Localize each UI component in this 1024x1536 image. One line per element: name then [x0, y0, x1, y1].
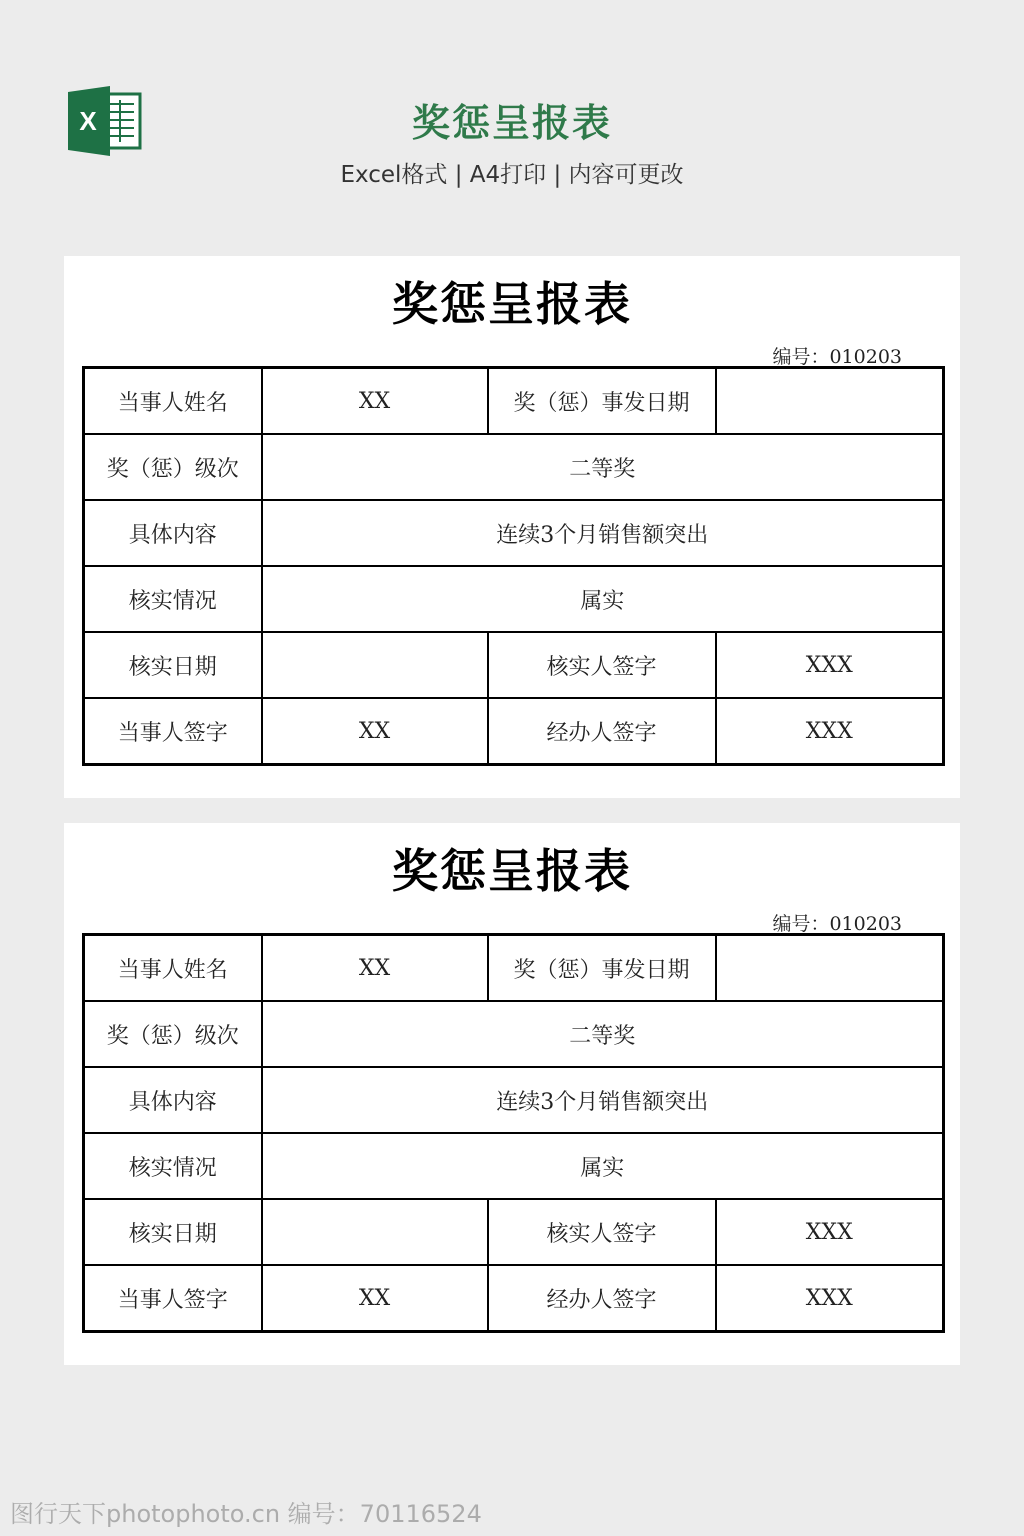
event-date-value — [716, 935, 944, 1002]
form-table — [82, 366, 945, 766]
form-sheet — [64, 823, 960, 1365]
verify-date-value — [262, 1199, 488, 1265]
excel-logo-letter: X — [79, 106, 97, 136]
table-row — [84, 1199, 944, 1265]
event-date-value — [716, 368, 944, 435]
form-title: 奖惩呈报表 — [392, 844, 632, 898]
content-label: 具体内容 — [84, 1067, 262, 1133]
party-sign-label: 当事人签字 — [84, 1265, 262, 1332]
level-value: 二等奖 — [262, 1001, 944, 1067]
banner-title: 奖惩呈报表 — [411, 101, 612, 145]
event-date-label: 奖（惩）事发日期 — [488, 368, 716, 435]
level-label: 奖（惩）级次 — [84, 1001, 262, 1067]
handler-sign-label: 经办人签字 — [488, 698, 716, 765]
verify-date-label: 核实日期 — [84, 1199, 262, 1265]
event-date-label: 奖（惩）事发日期 — [488, 935, 716, 1002]
table-row — [84, 698, 944, 765]
party-sign-value: XX — [262, 1265, 488, 1332]
level-value: 二等奖 — [262, 434, 944, 500]
verify-label: 核实情况 — [84, 1133, 262, 1199]
verify-value: 属实 — [262, 1133, 944, 1199]
table-row — [84, 500, 944, 566]
table-row — [84, 1001, 944, 1067]
table-row — [84, 434, 944, 500]
verifier-sign-label: 核实人签字 — [488, 632, 716, 698]
table-row — [84, 566, 944, 632]
table-row — [84, 1265, 944, 1332]
verify-date-value — [262, 632, 488, 698]
handler-sign-value: XXX — [716, 1265, 944, 1332]
name-value: XX — [262, 368, 488, 435]
table-row — [84, 1133, 944, 1199]
name-label: 当事人姓名 — [84, 368, 262, 435]
content-value: 连续3个月销售额突出 — [262, 500, 944, 566]
table-row — [84, 368, 944, 435]
form-number: 编号：010203 — [772, 346, 902, 368]
name-label: 当事人姓名 — [84, 935, 262, 1002]
form-table — [82, 933, 945, 1333]
table-row — [84, 935, 944, 1002]
form-number: 编号：010203 — [772, 913, 902, 935]
level-label: 奖（惩）级次 — [84, 434, 262, 500]
form-sheet — [64, 256, 960, 798]
watermark: 图行天下photophoto.cn 编号：70116524 — [10, 1500, 482, 1528]
verifier-sign-label: 核实人签字 — [488, 1199, 716, 1265]
content-value: 连续3个月销售额突出 — [262, 1067, 944, 1133]
content-label: 具体内容 — [84, 500, 262, 566]
party-sign-value: XX — [262, 698, 488, 765]
verifier-sign-value: XXX — [716, 632, 944, 698]
verify-date-label: 核实日期 — [84, 632, 262, 698]
name-value: XX — [262, 935, 488, 1002]
banner-subtitle: Excel格式 | A4打印 | 内容可更改 — [340, 162, 684, 188]
table-row — [84, 632, 944, 698]
handler-sign-label: 经办人签字 — [488, 1265, 716, 1332]
verify-value: 属实 — [262, 566, 944, 632]
verifier-sign-value: XXX — [716, 1199, 944, 1265]
form-title: 奖惩呈报表 — [392, 277, 632, 331]
handler-sign-value: XXX — [716, 698, 944, 765]
verify-label: 核实情况 — [84, 566, 262, 632]
party-sign-label: 当事人签字 — [84, 698, 262, 765]
table-row — [84, 1067, 944, 1133]
